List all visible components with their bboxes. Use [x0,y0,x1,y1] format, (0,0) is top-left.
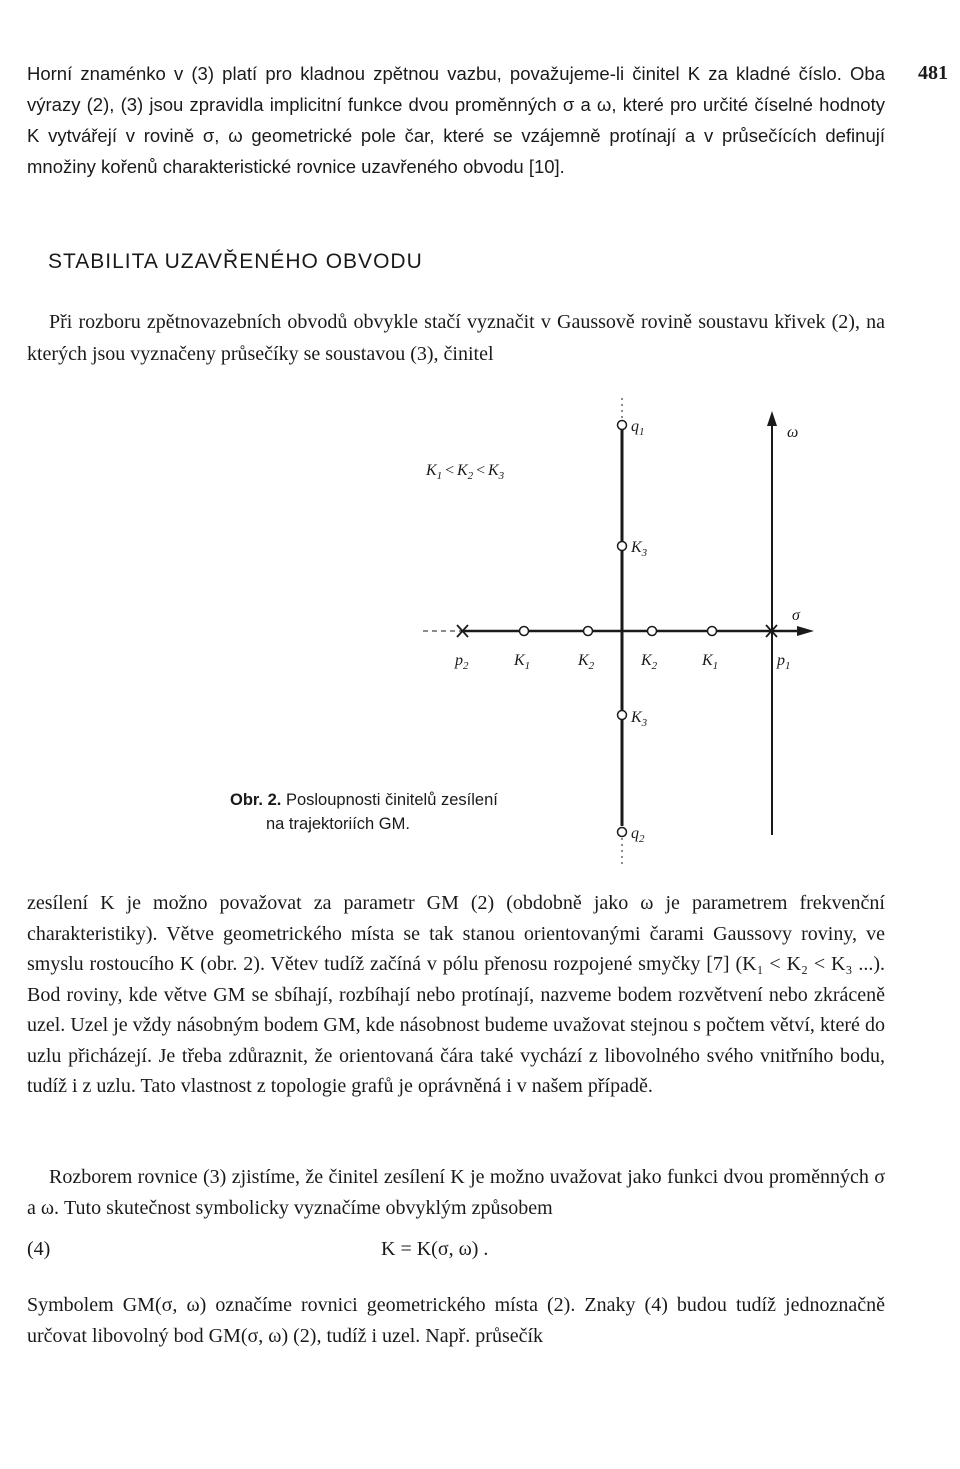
k1-left-point [520,627,529,636]
omega-axis-arrow [767,411,777,426]
paragraph-intro: Horní znaménko v (3) platí pro kladnou zpětnou vazbu, považujeme-li činitel K za kladné číslo. Oba výrazy (2), (3) jsou zpravidla implicitní funkce dvou proměnných σ a ω, které pro určité číselné hodnoty K vytvářejí v rovině σ, ω geometrické pole čar, které se vzájemně protínají a v průsečících definují množiny kořenů charakteristické rovnice uzavřeného obvodu [10]. [27,63,885,177]
q2-point [618,828,627,837]
k2-left-label: $K_2$ [578,652,595,672]
paragraph-symbol: Symbolem GM(σ, ω) označíme rovnici geometrického místa (2). Znaky (4) budou tudíž jednoznačně určovat libovolný bod GM(σ, ω) (2), tudíž i uzel. Např. průsečík [27,1294,885,1347]
k2-right-point [648,627,657,636]
paragraph-gain-function: Rozborem rovnice (3) zjistíme, že činitel zesílení K je možno uvažovat jako funkci dvou proměnných σ a ω. Tuto skutečnost symbolicky vyznačíme obvyklým způsobem [27,1166,885,1219]
k1-left-label: $K_1$ [514,652,531,672]
section-heading: STABILITA UZAVŘENÉHO OBVODU [48,250,423,273]
q2-label: $q_2$ [631,825,645,845]
paragraph-gain-parameter: zesílení K je možno považovat za parametr GM (2) (obdobně jako ω je parametrem frekvenční charakteristiky). Větve geometrického místa se tak stanou orientovanými čarami Gaussovy roviny, ve smyslu rostoucího K (obr. 2). Větev tudíž začíná v pólu přenosu rozpojené smyčky [7] (K₁ < K₂ < K₃ ...). Bod roviny, kde větve GM se sbíhají, rozbíhají nebo protínají, nazveme bodem rozvětvení nebo zkráceně uzel. Uzel je vždy násobným bodem GM, kde násobnost budeme uvažovat stejnou s počtem větví, které do uzlu přicházejí. Je třeba zdůraznit, že orientovaná čára také vychází z libovolného svého vnitřního bodu, tudíž i z uzlu. Tato vlastnost z topologie grafů je oprávněná i v našem případě. [27,892,885,1097]
k2-right-label: $K_2$ [641,652,658,672]
q1-point [618,421,627,430]
k1-right-point [708,627,717,636]
figure-caption-line2: na trajektoriích GM. [266,815,410,833]
k3-bottom-point [618,711,627,720]
omega-label: ω [787,424,799,441]
k3-top-label: $K_3$ [631,539,648,559]
page-number: 481 [918,62,948,84]
p2-label: $p_2$ [455,652,469,672]
gain-order-legend: $K_1 < K_2 < K_3$ [426,462,505,482]
paragraph-analysis: Při rozboru zpětnovazebních obvodů obvykle stačí vyznačit v Gaussově rovině soustavu křivek (2), na kterých jsou vyznačeny průsečíky se soustavou (3), činitel [27,311,885,365]
k3-bottom-label: $K_3$ [631,709,648,729]
k1-right-label: $K_1$ [702,652,719,672]
k3-top-point [618,542,627,551]
equation: K = K(σ, ω) . [381,1238,489,1260]
p1-label: $p_1$ [777,652,791,672]
figure-caption-label: Obr. 2. [230,791,282,809]
q1-label: $q_1$ [631,418,645,438]
equation-number: (4) [27,1238,51,1260]
figure-caption [230,788,498,836]
k2-left-point [584,627,593,636]
figure-caption-line1: Posloupnosti činitelů zesílení [285,791,498,809]
sigma-label: σ [792,607,800,624]
sigma-axis-arrow [797,626,814,636]
